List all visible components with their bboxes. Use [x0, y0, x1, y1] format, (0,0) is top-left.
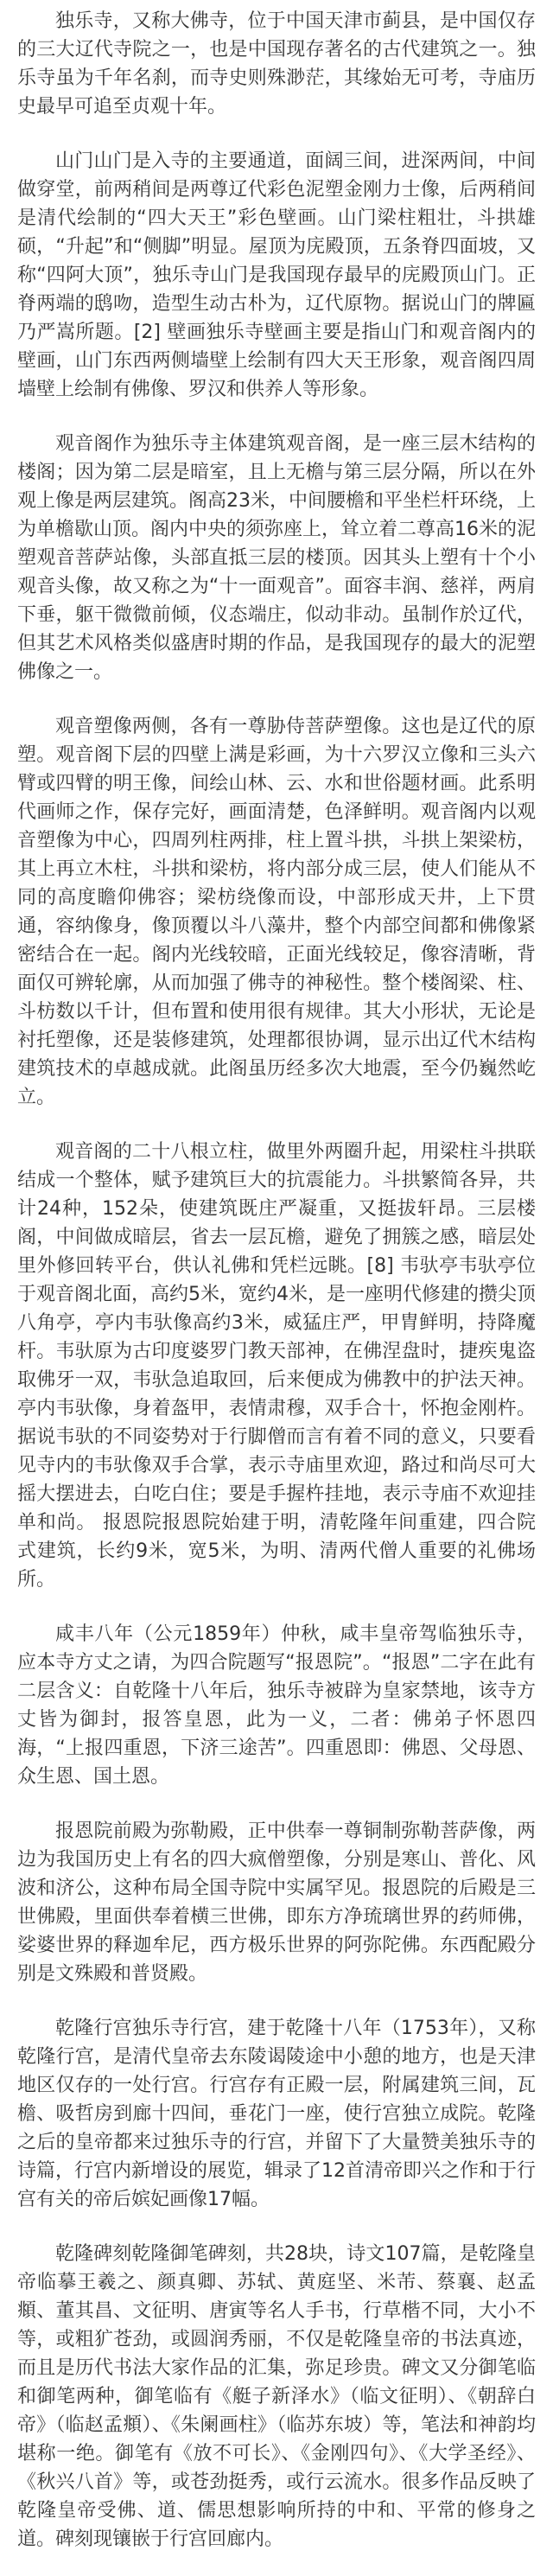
paragraph-intro: 独乐寺，又称大佛寺，位于中国天津市蓟县，是中国仅存的三大辽代寺院之一，也是中国现存著名的古代建筑之一。独乐寺虽为千年名刹，而寺史则殊渺茫，其缘始无可考，寺庙历史最早可追至贞观十年。: [17, 10, 536, 118]
paragraph-guanyin-statues: 观音塑像两侧，各有一尊胁侍菩萨塑像。这也是辽代的原塑。观音阁下层的四壁上满是彩画，为十六罗汉立像和三头六臂或四臂的明王像，间绘山林、云、水和世俗题材画。此系明代画师之作，保存完好，画面清楚，色泽鲜明。观音阁内以观音塑像为中心，四周列柱两排，柱上置斗拱，斗拱上架梁枋，其上再立木柱，斗拱和梁枋，将内部分成三层，使人们能从不同的高度瞻仰佛容；梁枋绕像而设，中部形成天井，上下贯通，容纳像身，像顶覆以斗八藻井，整个内部空间都和佛像紧密结合在一起。阁内光线较暗，正面光线较足，像容清晰，背面仅可辨轮廓，从而加强了佛寺的神秘性。整个楼阁梁、柱、斗枋数以千计，但布置和使用很有规律。其大小形状，无论是衬托塑像，还是装修建筑，处理都很协调，显示出辽代木结构建筑技术的卓越成就。此阁虽历经多次大地震，至今仍巍然屹立。: [17, 716, 536, 1108]
paragraph-baoen-yuan-halls: 报恩院前殿为弥勒殿，正中供奉一尊铜制弥勒菩萨像，两边为我国历史上有名的四大疯僧塑像，分别是寒山、普化、风波和济公，这种布局全国寺院中实属罕见。报恩院的后殿是三世佛殿，里面供奉着横三世佛，即东方净琉璃世界的药师佛，娑婆世界的释迦牟尼，西方极乐世界的阿弥陀佛。东西配殿分别是文殊殿和普贤殿。: [17, 1820, 536, 1985]
paragraph-qianlong-palace: 乾隆行宫独乐寺行宫，建于乾隆十八年（1753年），又称乾隆行宫，是清代皇帝去东陵谒陵途中小憩的地方，也是天津地区仅存的一处行宫。行宫存有正殿一层，附属建筑三间，瓦檐、吸哲房到廊十四间，垂花门一座，使行宫独立成院。乾隆之后的皇帝都来过独乐寺的行宫，并留下了大量赞美独乐寺的诗篇，行宫内新增设的展览，辑录了12首清帝即兴之作和于行宫有关的帝后嫔妃画像17幅。: [17, 2018, 536, 2210]
paragraph-qianlong-steles: 乾隆碑刻乾隆御笔碑刻，共28块，诗文107篇，是乾隆皇帝临摹王羲之、颜真卿、苏轼、黄庭坚、米芾、蔡襄、赵孟頫、董其昌、文征明、唐寅等名人手书，行草楷不同，大小不等，或粗犷苍劲，或圆润秀丽，不仅是乾隆皇帝的书法真迹，而且是历代书法大家作品的汇集，弥足珍贵。碑文又分御笔临和御笔两种，御笔临有《艇子新泽水》（临文征明）、《朝辞白帝》（临赵孟頫）、《朱阑画柱》（临苏东坡）等，笔法和神韵均堪称一绝。御笔有《放不可长》、《金刚四句》、《大学圣经》、《秋兴八首》等，或苍劲挺秀，或行云流水。很多作品反映了乾隆皇帝受佛、道、儒思想影响所持的中和、平常的修身之道。碑刻现镶嵌于行宫回廊内。: [17, 2243, 536, 2550]
paragraph-pillars-weituo-pavilion: 观音阁的二十八根立柱，做里外两圈升起，用梁柱斗拱联结成一个整体，赋予建筑巨大的抗震能力。斗拱繁简各异，共计24种，152朵，使建筑既庄严凝重，又挺拔轩昂。三层楼阁，中间做成暗层，省去一层瓦檐，避免了拥簇之感，暗层处里外修回转平台，供认礼佛和凭栏远眺。[8] 韦驮亭韦驮亭位于观音阁北面，高约5米，宽约4米，是一座明代修建的攒尖顶八角亭，亭内韦驮像高约3米，威猛庄严，甲胄鲜明，持降魔杆。韦驮原为古印度婆罗门教天部神，在佛涅盘时，捷疾鬼盗取佛牙一双，韦驮急追取回，后来便成为佛教中的护法天神。亭内韦驮像，身着盔甲，表情肃穆，双手合十，怀抱金刚杵。据说韦驮的不同姿势对于行脚僧而言有着不同的意义，只要看见寺内的韦驮像双手合掌，表示寺庙里欢迎，路过和尚尽可大摇大摆进去，白吃白住；要是手握杵挂地，表示寺庙不欢迎挂单和尚。 报恩院报恩院始建于明，清乾隆年间重建，四合院式建筑，长约9米，宽5米，为明、清两代僧人重要的礼佛场所。: [17, 1141, 536, 1591]
paragraph-baoen-yuan-plaque: 咸丰八年（公元1859年）仲秋，咸丰皇帝驾临独乐寺，应本寺方丈之请，为四合院题写“报恩院”。“报恩”二字在此有二层含义：自乾隆十八年后，独乐寺被辟为皇家禁地，该寺方丈皆为御封，报答皇恩，此为一义，二者：佛弟子怀恩四海，“上报四重恩，下济三途苦”。四重恩即：佛恩、父母恩、众生恩、国土恩。: [17, 1623, 537, 1788]
paragraph-guanyin-pavilion: 观音阁作为独乐寺主体建筑观音阁，是一座三层木结构的楼阁；因为第二层是暗室，且上无檐与第三层分隔，所以在外观上像是两层建筑。阁高23米，中间腰檐和平坐栏杆环绕，上为单檐歇山顶。阁内中央的须弥座上，耸立着二尊高16米的泥塑观音菩萨站像，头部直抵三层的楼顶。因其头上塑有十个小观音头像，故又称之为“十一面观音”。面容丰润、慈祥，两肩下垂，躯干微微前倾，仪态端庄，似动非动。虽制作於辽代，但其艺术风格类似盛唐时期的作品，是我国现存的最大的泥塑佛像之一。: [17, 433, 536, 683]
paragraph-shanmen-gate: 山门山门是入寺的主要通道，面阔三间，进深两间，中间做穿堂，前两稍间是两尊辽代彩色泥塑金刚力士像，后两稍间是清代绘制的“四大天王”彩色壁画。山门梁柱粗壮，斗拱雄硕，“升起”和“侧脚”明显。屋顶为庑殿顶，五条脊四面坡，又称“四阿大顶”，独乐寺山门是我国现存最早的庑殿顶山门。正脊两端的鸱吻，造型生动古朴为，辽代原物。据说山门的牌匾乃严嵩所题。[2] 壁画独乐寺壁画主要是指山门和观音阁内的壁画，山门东西两侧墙壁上绘制有四大天王形象，观音阁四周墙壁上绘制有佛像、罗汉和供养人等形象。: [17, 150, 537, 400]
